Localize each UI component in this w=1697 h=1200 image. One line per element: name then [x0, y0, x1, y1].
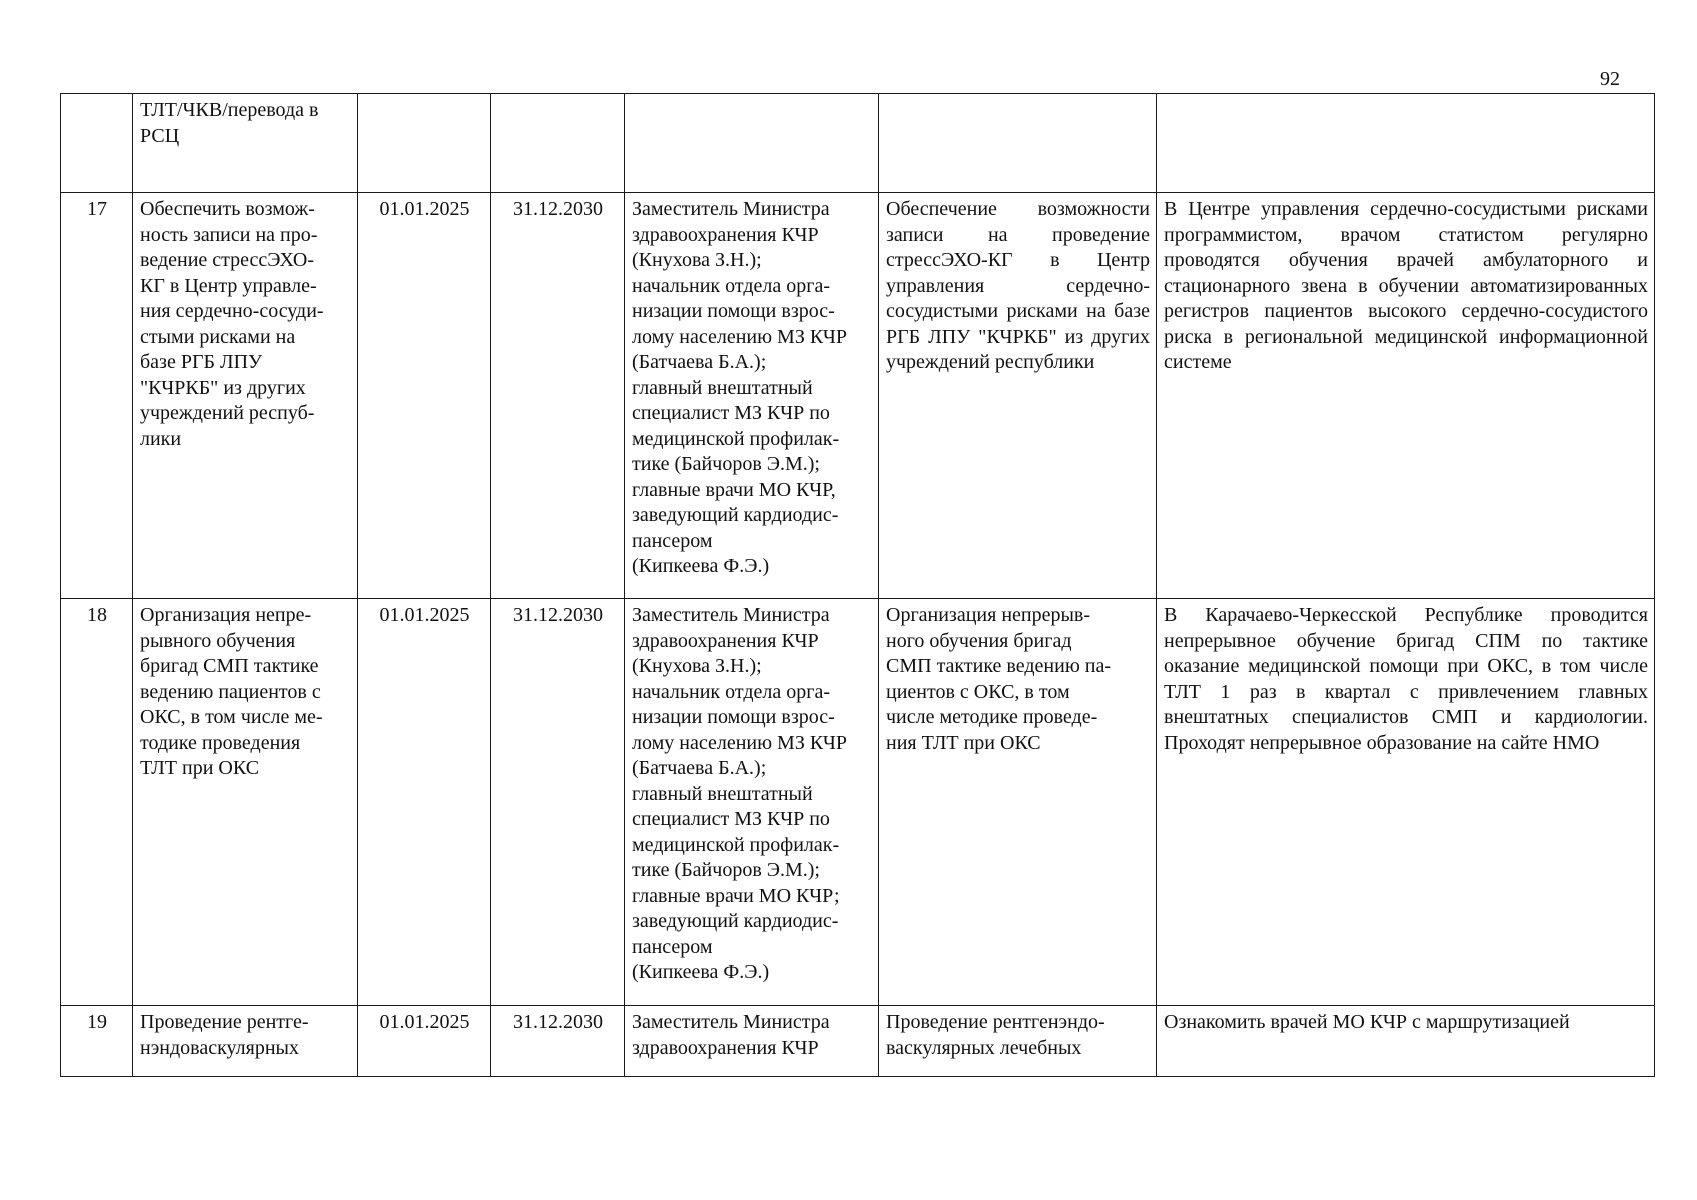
end-date-cell: 31.12.2030 [491, 1006, 625, 1077]
task-cell: ТЛТ/ЧКВ/перевода в РСЦ [133, 94, 358, 193]
task-cell: Обеспечить возмож- ность записи на про- ведение стрессЭХО- КГ в Центр управле- ния сердечно-сосуди- стыми рисками на базе РГБ ЛПУ "КЧРКБ" из других учреждений респуб- лики [133, 193, 358, 599]
table-row [61, 193, 1655, 599]
status-cell [1157, 94, 1655, 193]
table-row [61, 599, 1655, 1006]
status-cell: Ознакомить врачей МО КЧР с маршрутизацией [1157, 1006, 1655, 1077]
result-cell [879, 94, 1157, 193]
result-cell: Организация непрерыв- ного обучения бригад СМП тактике ведению па- циентов с ОКС, в том числе методике проведе- ния ТЛТ при ОКС [879, 599, 1157, 1006]
status-cell: В Карачаево-Черкесской Республике проводится непрерывное обучение бригад СПМ по тактике оказание медицинской помощи при ОКС, в том числе ТЛТ 1 раз в квартал с привлечением главных внештатных специалистов СМП и кардиологии. Проходят непрерывное образование на сайте НМО [1157, 599, 1655, 1006]
end-date-cell: 31.12.2030 [491, 193, 625, 599]
task-cell: Проведение рентге- нэндоваскулярных [133, 1006, 358, 1077]
activities-table [60, 93, 1655, 1077]
page-number: 92 [1600, 68, 1620, 90]
row-number: 17 [61, 193, 133, 599]
responsible-cell [625, 94, 879, 193]
start-date-cell: 01.01.2025 [358, 1006, 491, 1077]
start-date-cell: 01.01.2025 [358, 599, 491, 1006]
end-date-cell [491, 94, 625, 193]
responsible-cell: Заместитель Министра здравоохранения КЧР (Кнухова З.Н.); начальник отдела орга- низации помощи взрос- лому населению МЗ КЧР (Батчаева Б.А.); главный внештатный специалист МЗ КЧР по медицинской профилак- тике (Байчоров Э.М.); главные врачи МО КЧР; заведующий кардиодис- пансером (Кипкеева Ф.Э.) [625, 599, 879, 1006]
start-date-cell [358, 94, 491, 193]
responsible-cell: Заместитель Министра здравоохранения КЧР (Кнухова З.Н.); начальник отдела орга- низации помощи взрос- лому населению МЗ КЧР (Батчаева Б.А.); главный внештатный специалист МЗ КЧР по медицинской профилак- тике (Байчоров Э.М.); главные врачи МО КЧР, заведующий кардиодис- пансером (Кипкеева Ф.Э.) [625, 193, 879, 599]
start-date-cell: 01.01.2025 [358, 193, 491, 599]
row-number: 18 [61, 599, 133, 1006]
result-cell: Проведение рентгенэндо- васкулярных лечебных [879, 1006, 1157, 1077]
table-row [61, 1006, 1655, 1077]
responsible-cell: Заместитель Министра здравоохранения КЧР [625, 1006, 879, 1077]
row-number [61, 94, 133, 193]
table-row [61, 94, 1655, 193]
task-cell: Организация непре- рывного обучения бригад СМП тактике ведению пациентов с ОКС, в том числе ме- тодике проведения ТЛТ при ОКС [133, 599, 358, 1006]
row-number: 19 [61, 1006, 133, 1077]
result-cell: Обеспечение возможности записи на проведение стрессЭХО-КГ в Центр управления сердечно-сосудистыми рисками на базе РГБ ЛПУ "КЧРКБ" из других учреждений республики [879, 193, 1157, 599]
end-date-cell: 31.12.2030 [491, 599, 625, 1006]
status-cell: В Центре управления сердечно-сосудистыми рисками программистом, врачом статистом регулярно проводятся обучения врачей амбулаторного и стационарного звена в обучении автоматизированных регистров пациентов высокого сердечно-сосудистого риска в региональной медицинской информационной системе [1157, 193, 1655, 599]
